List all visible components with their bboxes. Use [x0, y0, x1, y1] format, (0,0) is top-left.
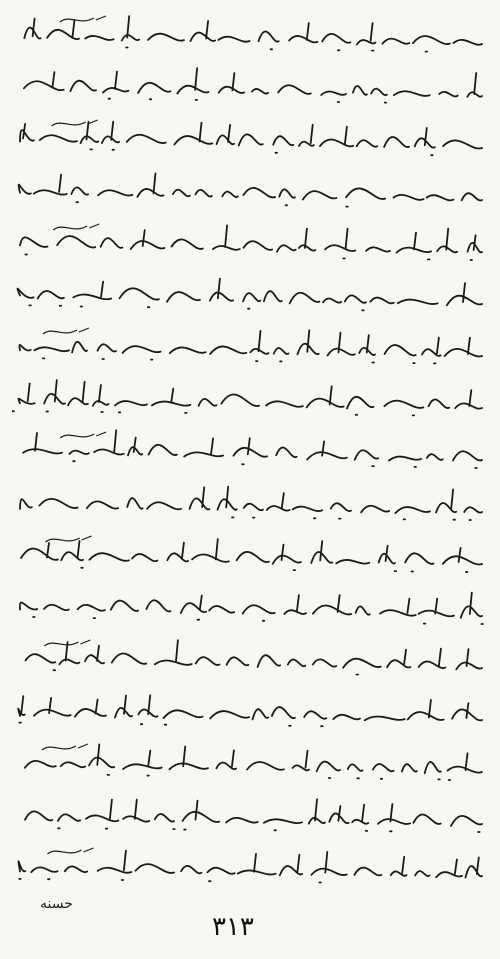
script-strokes — [20, 487, 482, 520]
script-strokes — [18, 695, 482, 726]
manuscript-line — [12, 374, 488, 430]
script-strokes — [20, 593, 483, 624]
marginal-gloss-strokes — [52, 120, 98, 126]
manuscript-line — [12, 842, 488, 898]
marginal-gloss-strokes — [43, 328, 89, 334]
script-strokes — [12, 380, 482, 415]
marginal-gloss-strokes — [60, 16, 106, 22]
script-strokes — [23, 430, 482, 468]
script-strokes — [18, 851, 482, 883]
manuscript-line — [12, 686, 488, 742]
manuscript-line — [12, 166, 488, 222]
handwritten-text-block — [12, 10, 488, 880]
catchword: حسنه — [40, 896, 73, 912]
manuscript-line — [12, 738, 488, 794]
manuscript-line — [12, 634, 488, 690]
manuscript-line — [12, 114, 488, 170]
marginal-gloss-strokes — [46, 536, 92, 542]
marginal-gloss-strokes — [53, 224, 99, 230]
script-strokes — [25, 744, 482, 780]
script-strokes — [21, 539, 482, 572]
manuscript-line — [12, 582, 488, 638]
script-strokes — [24, 68, 482, 102]
script-strokes — [19, 330, 482, 363]
marginal-gloss-strokes — [60, 432, 106, 438]
manuscript-line — [12, 270, 488, 326]
manuscript-line — [12, 478, 488, 534]
script-strokes — [26, 640, 483, 674]
manuscript-line — [12, 10, 488, 66]
marginal-gloss-strokes — [42, 744, 88, 750]
marginal-gloss-strokes — [47, 848, 93, 854]
manuscript-line — [12, 218, 488, 274]
manuscript-line — [12, 790, 488, 846]
script-strokes — [19, 173, 482, 206]
manuscript-line — [12, 62, 488, 118]
script-strokes — [25, 799, 482, 832]
folio-number: ٣١٣ — [212, 912, 254, 942]
manuscript-line — [12, 322, 488, 378]
script-strokes — [17, 279, 482, 311]
script-strokes — [24, 16, 482, 52]
manuscript-line — [12, 426, 488, 482]
manuscript-line — [12, 530, 488, 586]
script-strokes — [20, 225, 482, 260]
script-strokes — [20, 122, 482, 156]
